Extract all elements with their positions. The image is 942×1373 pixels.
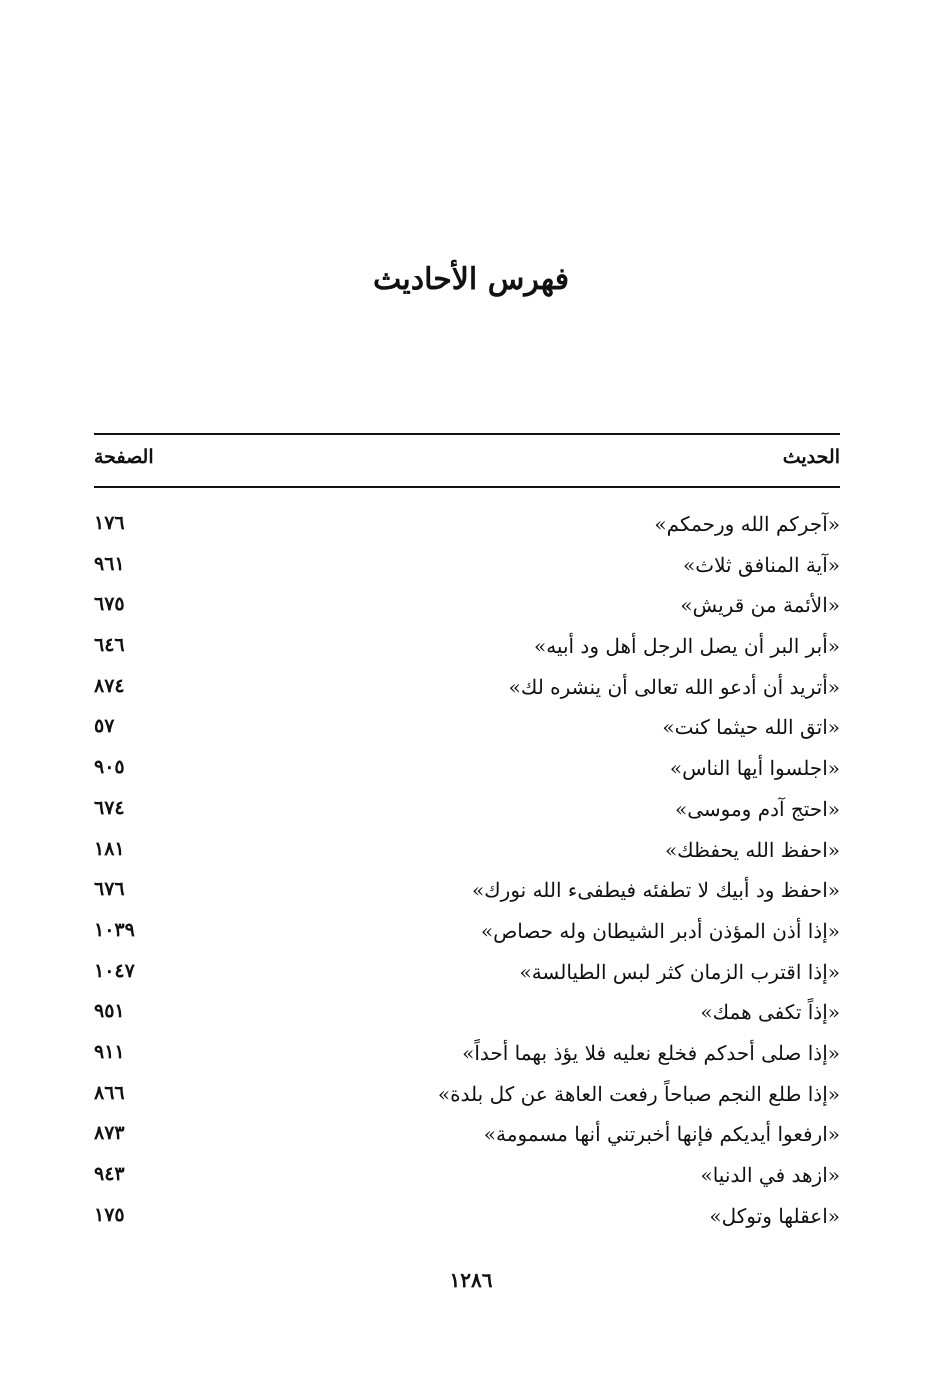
hadith-text: «آية المنافق ثلاث» bbox=[683, 552, 840, 577]
list-item bbox=[94, 834, 840, 875]
list-item bbox=[94, 1078, 840, 1119]
list-item bbox=[94, 793, 840, 834]
hadith-text: «أتريد أن أدعو الله تعالى أن ينشره لك» bbox=[508, 674, 840, 699]
hadith-page-number: ٦٧٥ bbox=[94, 593, 125, 616]
list-item bbox=[94, 589, 840, 630]
hadith-page-number: ١٠٤٧ bbox=[94, 959, 135, 982]
table-header-rule bbox=[94, 486, 840, 488]
page-column-header: الصفحة bbox=[94, 446, 154, 468]
hadith-page-number: ١٨١ bbox=[94, 837, 125, 860]
list-item bbox=[94, 671, 840, 712]
hadith-page-number: ٦٧٦ bbox=[94, 878, 125, 901]
hadith-text: «ازهد في الدنيا» bbox=[700, 1163, 840, 1187]
list-item bbox=[94, 1118, 840, 1159]
list-item bbox=[94, 1037, 840, 1078]
hadith-text: «احتج آدم وموسى» bbox=[674, 796, 840, 821]
hadith-page-number: ٩٠٥ bbox=[94, 756, 125, 779]
hadith-text: «إذا صلى أحدكم فخلع نعليه فلا يؤذ بهما أحداً» bbox=[462, 1040, 840, 1065]
page-number: ١٢٨٦ bbox=[449, 1268, 493, 1292]
hadith-text: «إذا اقترب الزمان كثر لبس الطيالسة» bbox=[519, 959, 840, 984]
hadith-page-number: ٩٦١ bbox=[94, 552, 125, 575]
hadith-page-number: ٩٥١ bbox=[94, 1000, 125, 1023]
list-item bbox=[94, 752, 840, 793]
hadith-page-number: ٩١١ bbox=[94, 1040, 125, 1063]
hadith-text: «احفظ ود أبيك لا تطفئه فيطفىء الله نورك» bbox=[471, 878, 840, 903]
hadith-page-number: ٨٧٤ bbox=[94, 674, 125, 697]
list-item bbox=[94, 549, 840, 590]
hadith-text: «اعقلها وتوكل» bbox=[709, 1203, 840, 1228]
list-item bbox=[94, 915, 840, 956]
hadith-text: «اتق الله حيثما كنت» bbox=[662, 715, 840, 740]
hadith-text: «إذا طلع النجم صباحاً رفعت العاهة عن كل بلدة» bbox=[437, 1081, 840, 1106]
hadith-page-number: ١٠٣٩ bbox=[94, 918, 135, 941]
hadith-column-header: الحديث bbox=[782, 446, 840, 468]
hadith-text: «اجلسوا أيها الناس» bbox=[669, 756, 840, 781]
list-item bbox=[94, 996, 840, 1037]
hadith-text: «إذا أذن المؤذن أدبر الشيطان وله حصاص» bbox=[480, 918, 840, 943]
hadith-page-number: ٦٤٦ bbox=[94, 634, 125, 657]
list-item bbox=[94, 508, 840, 549]
hadith-text: «الأئمة من قريش» bbox=[680, 593, 840, 618]
list-item bbox=[94, 1159, 840, 1200]
table-top-rule bbox=[94, 433, 840, 435]
hadith-page-number: ٩٤٣ bbox=[94, 1163, 125, 1185]
list-item bbox=[94, 630, 840, 671]
hadith-text: «ارفعوا أيديكم فإنها أخبرتني أنها مسمومة» bbox=[483, 1122, 840, 1147]
list-item bbox=[94, 711, 840, 752]
hadith-page-number: ١٧٥ bbox=[94, 1203, 125, 1226]
hadith-text: «احفظ الله يحفظك» bbox=[664, 837, 840, 862]
hadith-page-number: ٥٧ bbox=[94, 715, 115, 738]
hadith-index-list bbox=[94, 508, 840, 1240]
page-title: فهرس الأحاديث bbox=[372, 262, 570, 297]
hadith-page-number: ٨٦٦ bbox=[94, 1081, 125, 1104]
hadith-text: «أبر البر أن يصل الرجل أهل ود أبيه» bbox=[533, 634, 840, 659]
hadith-page-number: ٦٧٤ bbox=[94, 796, 125, 819]
hadith-page-number: ١٧٦ bbox=[94, 512, 125, 534]
hadith-text: «آجركم الله ورحمكم» bbox=[654, 512, 840, 536]
list-item bbox=[94, 1200, 840, 1241]
hadith-text: «إذاً تكفى همك» bbox=[700, 1000, 840, 1025]
list-item bbox=[94, 874, 840, 915]
list-item bbox=[94, 956, 840, 997]
table-header bbox=[94, 446, 840, 476]
hadith-page-number: ٨٧٣ bbox=[94, 1122, 125, 1145]
